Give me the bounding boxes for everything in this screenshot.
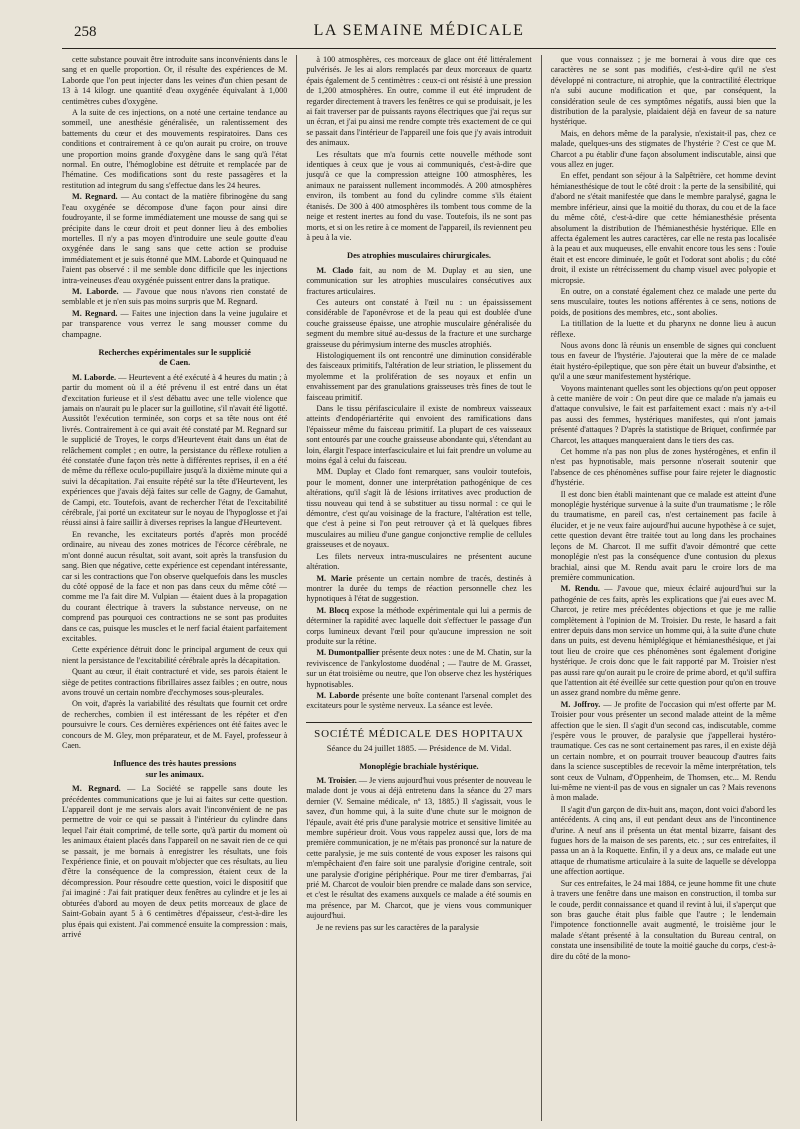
- section-heading: [62, 759, 287, 780]
- column-3: [551, 55, 776, 1121]
- paragraph: En effet, pendant son séjour à la Salpêtrière, cet homme devint hémianesthésique de tout le côté droit : la perte de la sensibilité, qui d'abord ne s'était manifestée que dans le membre paralysé, gagna le membre inférieur, ainsi que la moitié du thorax, du cou et de la face du même côté, c'est-à-dire que cette hémianesthésie présenta absolument la distribution de l'hémianesthésie hystérique. Elle en affecta également les autres caractères, car elle ne resta pas localisée à la peau et aux muqueuses, elle envahit encore tous les sens : l'ouïe était et est encore diminuée, le goût et l'odorat sont abolis ; du côté droit, il existe un rétrécissement du champ visuel avec polyopie et micropsie.: [550, 171, 776, 285]
- speaker-name: M. Blocq: [316, 605, 350, 615]
- paragraph: Je ne reviens pas sur les caractères de la paralysie: [316, 922, 479, 932]
- paragraph: Quant au cœur, il était contracturé et vide, ses parois étaient le siège de petites contractions fibrillaires assez faibles ; en outre, nous avons trouvé un certain nombre d'ecchymoses sous-pleurales.: [62, 667, 288, 697]
- speech-text: expose la méthode expérimentale qui lui a permis de déterminer la rapidité avec laquelle doit s'effectuer le passage d'un corps lumineux devant l'œil pour qu'aucune impression ne soit produite sur la rétine.: [306, 605, 532, 646]
- paragraph: Voyons maintenant quelles sont les objections qu'on peut opposer à cette manière de voir : On peut dire que ce malade n'a jamais eu d'attaque convulsive, le fait est parfaitement exact : mais n'y a-t-il pas aussi des femmes, hystériques manifestes, qui n'ont jamais présenté d'attaques ? D'après la statistique de Briquet, confirmée par Charcot, les attaques manqueraient dans le tiers des cas.: [550, 383, 776, 445]
- section-heading: Des atrophies musculaires chirurgicales.: [347, 251, 491, 261]
- column-divider: [296, 55, 297, 1121]
- paragraph: [306, 691, 531, 712]
- speaker-name: M. Dumontpallier: [316, 648, 380, 658]
- session-line: Séance du 24 juillet 1885. — Présidence de M. Vidal.: [326, 743, 512, 754]
- paragraph: Dans le tissu périfasciculaire il existe de nombreux vaisseaux atteints d'endopériartérite qui envoient des ramifications dans l'épaisseur même du faisceau primitif. La plupart de ces vaisseaux sont entourés par une couche graisseuse abondante qui, s'étendant au loin, élargit l'espace interfasciculaire et lui fait prendre un volume au moins égal à celui du faisceau.: [306, 404, 532, 466]
- speaker-name: M. Regnard.: [72, 308, 118, 318]
- paragraph: Il s'agit d'un garçon de dix-huit ans, maçon, dont voici d'abord les antécédents. A cinq ans, il eut pendant deux ans de l'incontinence d'urine. A neuf ans il présenta un état mental bizarre, faisant des fugues hors de la maison de ses parents, etc. ; sur ces entrefaites, il passa un an à la Roquette. Enfin, il y a deux ans, ce malade eut une attaque de rhumatisme articulaire à la suite de laquelle se développa une affection aortique.: [550, 804, 776, 877]
- section-heading-line: sur les animaux.: [145, 769, 204, 779]
- paragraph: [306, 574, 531, 605]
- paragraph: [306, 266, 531, 297]
- speech-text: — J'avoue que, mieux éclairé aujourd'hui sur la pathogénie de ces faits, après les explications que j'ai eues avec M. Charcot, je retire mes précédentes objections et que je me rallie complètement à l'opinion de M. Troisier. Du reste, le hasard a fait entrer depuis dans mon service un homme qui, à la suite d'une chute dans un puits, est devenu hémiplégique et hémianesthésique, et j'ai tout lieu de croire que ces phénomènes sont également d'origine hystérique. Je crois donc que le fait rapporté par M. Troisier n'est pas aussi rare qu'on aurait pu le croire de prime abord, et qu'il suffira que l'attention ait été éveillée sur cette question pour qu'on en trouve un assez grand nombre du même genre.: [550, 584, 776, 698]
- speaker-name: M. Rendu.: [560, 584, 600, 594]
- speech-text: présente un certain nombre de tracés, destinés à montrer la durée du temps de réaction personnelle chez les hypnotiques à l'état de suggestion.: [306, 573, 532, 604]
- speaker-name: M. Clado: [316, 265, 354, 275]
- column-1: [62, 55, 287, 1121]
- speaker-name: M. Troisier.: [316, 776, 357, 785]
- section-heading: [62, 348, 287, 369]
- speaker-name: M. Regnard.: [72, 192, 118, 202]
- speech-text: — Je viens aujourd'hui vous présenter de nouveau le malade dont je vous ai déjà entretenu dans la séance du 27 mars dernier (V. Semaine médicale, nº 13, 1885.) Il s'agissait, vous le savez, d'un homme qui, à la suite d'une chute sur le moignon de l'épaule, avait été pris d'une paralysie motrice et sensitive limitée au membre supérieur droit. Vous vous rappelez aussi que, lors de ma première communication, je ne m'étais pas prononcé sur la nature de cette paralysie, je me suis contenté de vous exposer les raisons qui m'empêchaient d'en faire soit une paralysie d'origine centrale, soit une paralysie d'origine périphérique. Pour me tirer d'embarras, j'ai prié M. Charcot de vouloir bien prendre ce malade dans son service, et c'est le résultat des examens auxquels ce malade a été soumis en ma présence, par M. Charcot, que je viens vous communiquer aujourd'hui.: [306, 776, 532, 921]
- paragraph: Les résultats que m'a fournis cette nouvelle méthode sont identiques à ceux que je vous ai communiqués, c'est-à-dire que jusqu'à ce que la compression atteigne 100 atmosphères, les animaux ne paraissent nullement incommodés. A 200 atmosphères environ, ils tombent au fond du cylindre comme s'ils étaient étanisés. De 300 à 400 atmosphères ils tombent tous comme de la neige et restent inertes au fond du vase. Toutefois, ils ne sont pas morts, et si on les retire à ce moment de l'appareil, ils reviennent peu à peu à la vie.: [306, 149, 532, 242]
- page-number: 258: [74, 24, 97, 40]
- text-columns: [62, 55, 776, 1121]
- speech-text: — La Société se rappelle sans doute les précédentes communications que je lui ai faites sur cette question. L'appareil dont je me servais alors avait l'inconvénient de ne pas permettre de voir ce qui se passait à l'intérieur du cylindre dans lequel l'air était comprimé, de telle sorte, qu'à partir du moment où les animaux étaient placés dans l'appareil on ne savait rien de ce qui se passait, je me bornais à enregistrer les résultats, une fois l'expérience finie, et on pouvait m'objecter que ces résultats, au lieu d'être la conséquence de la compression, étaient ceux de la décompression. Pour résoudre cette question, voici le dispositif que j'ai imaginé : J'ai fait pratiquer deux fenêtres au cylindre et je les ai obturées d'abord au moyen de deux petits morceaux de glace de Saint-Gobain ayant 5 à 6 centimètres d'épaisseur, c'est-à-dire les plus épais qui existent. J'ai commencé ensuite la compression : mais, arrivé: [62, 784, 288, 939]
- paragraph: Il est donc bien établi maintenant que ce malade est atteint d'une monoplégie hystérique survenue à la suite d'un traumatisme ; le rôle du traumatisme, en pareil cas, n'est certainement pas facile à élucider, et je ne veux faire aujourd'hui aucune hypothèse à ce sujet, cette question devant être traitée tout au long dans les prochaines leçons de M. Charcot. Il me suffit d'avoir démontré que cette monoplégie n'est pas la conséquence d'une contusion du plexus brachial, ainsi que M. Rendu avait paru le croire lors de ma première communication.: [550, 489, 776, 582]
- paragraph: [62, 309, 287, 340]
- paragraph: On voit, d'après la variabilité des résultats que fournit cet ordre de recherches, combien il est intéressant de les répéter et d'en poursuivre le cours. Ces dernières expériences ont été faites avec le concours de M. Gley, mon préparateur, et de M. Fayel, professeur à Caen.: [62, 699, 288, 750]
- society-heading: SOCIÉTÉ MÉDICALE DES HOPITAUX: [306, 722, 531, 739]
- paragraph: [62, 784, 287, 940]
- column-divider: [541, 55, 542, 1121]
- paragraph: MM. Duplay et Clado font remarquer, sans vouloir toutefois, pour le moment, donner une interprétation pathogénique de ces altérations, qu'il s'agit là de lésions irritatives avec production de tissu nouveau qui tend à se substituer au tissu normal : ce qui le démontre, c'est qu'au voisinage de la fracture, l'altération est telle, que c'est à peine si l'on peut retrouver çà et là quelques fibres musculaires au milieu d'une gangue conjonctive remplie de cellules graisseuses et de noyaux.: [306, 467, 532, 550]
- section-heading-line: Influence des très hautes pressions: [113, 759, 237, 769]
- section-heading-line: de Caen.: [159, 358, 191, 368]
- page-header: [62, 18, 776, 49]
- speaker-name: M. Joffroy.: [560, 699, 601, 709]
- paragraph: Les filets nerveux intra-musculaires ne présentent aucune altération.: [306, 551, 532, 572]
- paragraph: que vous connaissez ; je me bornerai à vous dire que ces caractères ne se sont pas modifiés, c'est-à-dire qu'il ne s'est développé ni contracture, ni atrophie, que la contractilité électrique n'a subi aucune modification et que, par conséquent, la considération seule de ces symptômes négatifs, aussi bien que la distribution de la paralysie, plaidaient déjà en faveur de sa nature hystérique.: [550, 55, 776, 127]
- paragraph: Histologiquement ils ont rencontré une diminution considérable des faisceaux primitifs, l'altération de leur striation, le plissement du myolemme et la prolifération de ses noyaux et enfin un envahissement par des granulations graisseuses très fines de tout le faisceau primitif.: [306, 350, 532, 402]
- speech-text: — J'avoue que nous n'avons rien constaté de semblable et je n'en suis pas moins surpris que M. Regnard.: [62, 286, 288, 307]
- paragraph: [306, 606, 531, 648]
- speech-text: présente deux notes : une de M. Chatin, sur la reviviscence de l'ankylostome duodénal ; — l'autre de M. Grasset, sur un état troisième ou neutre, que l'on observe chez les hystériques hypnotisables.: [306, 648, 532, 689]
- paragraph: La titillation de la luette et du pharynx ne donne lieu à aucun réflexe.: [550, 319, 776, 339]
- paragraph: En outre, on a constaté également chez ce malade une perte du sens musculaire, toutes les notions afférentes à ce sens, notions de poids, de positions des membres, etc., sont abolies.: [550, 286, 776, 317]
- paragraph: Sur ces entrefaites, le 24 mai 1884, ce jeune homme fit une chute à travers une fenêtre dans une maison en construction, il tomba sur le coude, perdit connaissance et quand il revint à lui, il s'aperçut que son bras gauche était plus faible que l'autre ; le lendemain l'impotence fonctionnelle avait augmenté, le troisième jour le malade s'étant présenté à la consultation du Bureau central, on constata une insensibilité de toute la moitié gauche du corps, c'est-à-dire du côté de la mono-: [550, 878, 776, 961]
- paragraph: [306, 648, 531, 690]
- speech-text: fait, au nom de M. Duplay et au sien, une communication sur les atrophies musculaires consécutives aux fractures articulaires.: [306, 265, 532, 296]
- paragraph: [62, 192, 287, 286]
- section-heading: Monoplégie brachiale hystérique.: [359, 761, 479, 771]
- speaker-name: M. Laborde: [316, 690, 360, 700]
- paragraph: Ces auteurs ont constaté à l'œil nu : un épaississement considérable de l'aponévrose et de la peau qui est doublée d'une couche graisseuse épaisse, une atrophie musculaire généralisée du segment du membre situé au-dessus de la fracture et une surcharge graisseuse du périmysium interne des muscles atrophiés.: [306, 297, 532, 349]
- paragraph: cette substance pouvait être introduite sans inconvénients dans le sang et en quelle proportion. Or, il résulte des expériences de M. Laborde que l'on peut injecter dans les veines d'un chien pesant de 13 à 14 kilogr. une quantité d'eau oxygénée équivalant à 1,000 centimètres cubes d'oxygène.: [62, 55, 288, 106]
- paragraph: Nous avons donc là réunis un ensemble de signes qui concluent tous en faveur de l'hystérie. J'ajouterai que la mère de ce malade était hystéro-épileptique, que son père était un buveur d'absinthe, et qu'il a une sœur manifestement hystérique.: [550, 340, 776, 382]
- paragraph: à 100 atmosphères, ces morceaux de glace ont été littéralement pulvérisés. Je les ai alors remplacés par deux morceaux de quartz épais également de 5 centimètres : ceux-ci ont résisté à une pression de 1,200 atmosphères. En outre, comme il eut été imprudent de regarder directement à travers les fenêtres ce qui se produisait, je les ai fait traverser par de puissants rayons électriques que j'ai reçus sur un écran, et j'ai pu ainsi me rendre compte très exactement de ce qui se passait dans l'intérieur de l'appareil une fois que j'y avais introduit des animaux.: [306, 55, 532, 148]
- paragraph: En revanche, les excitateurs portés d'après mon procédé ordinaire, au niveau des zones motrices de l'écorce cérébrale, ne m'ont donné aucun résultat, soit avant, soit après la transfusion du sang. Bien que négative, cette expérience est cependant intéressante, car si les contractions que l'on observe quelquefois dans les muscles du côté opposé de la face et non pas dans ceux du même côté — comme me l'a fait dire M. Vulpian — étaient dues à la propagation du courant électrique à travers la substance nerveuse, on ne comprend pas pourquoi ces contractions ne se sont pas produites dans ce cas, puisque les muscles et le nerf facial étaient parfaitement excitables.: [62, 529, 288, 643]
- speaker-name: M. Marie: [316, 573, 353, 583]
- speaker-name: M. Laborde.: [72, 286, 119, 296]
- paragraph: Cet homme n'a pas non plus de zones hystérogènes, et enfin il n'est pas hypnotisable, mais personne n'oserait soutenir que l'absence de ces phénomènes suffise pour faire rejeter le diagnostic d'hystérie.: [550, 447, 776, 488]
- paragraph: [62, 287, 287, 308]
- paragraph: [551, 584, 776, 698]
- section-heading-line: Recherches expérimentales sur le supplicié: [98, 347, 251, 357]
- column-2: [306, 55, 531, 1121]
- speech-text: — Heurtevent a été exécuté à 4 heures du matin ; à partir du moment où il a été prévenu il est entré dans un état d'excitation furieuse et il s'est débattu avec une telle violence que jamais on n'aurait pu le placer sur la guillotine, s'il n'avait été ligotté. Aussitôt l'exécution terminée, son corps et sa tête nous ont été livrés. Contrairement à ce qui avait été constaté par M. Regnard sur le supplicié de Troyes, le corps d'Heurtevent était dans un état de relâchement complet ; en outre, la persistance du réflexe rotulien a été constatée d'une façon très nette à différentes reprises, il en a été de même du réflexe oculo-pupillaire jusqu'à la dixième minute qui a suivi la décapitation. J'ai ensuite répété sur la tête d'Heurtevent, les expériences que j'avais déjà faites sur celle de Gagny, de Gamahut, de Campi, etc. Toutefois, avant de rechercher l'état de l'excitabilité cérébrale, j'ai porté un excitateur sur le noyau de l'hypoglosse et j'ai réussi ainsi à faire saillir à diverses reprises la langue d'Heurtevent.: [62, 372, 288, 528]
- paragraph: [62, 373, 287, 529]
- paragraph: A la suite de ces injections, on a noté une certaine tendance au sommeil, une anesthésie généralisée, un ralentissement des battements du cœur et des mouvements respiratoires. Dans ces conditions et contrairement à ce qu'on aurait pu croire, on trouve une proportion moins grande d'oxygène dans le sang qu'à l'état normal. En outre, l'hémoglobine est détruite et remplacée par de l'hématine. Ces modifications sont du reste passagères et la restitution ad integrum du sang s'effectue dans les 24 heures.: [62, 108, 288, 190]
- speech-text: — Je profite de l'occasion qui m'est offerte par M. Troisier pour vous présenter un second malade atteint de la même affection que le sien. Il s'agit d'un second cas, indiscutable, comme j'espère vous le prouver, de paralysie que j'appellerai hystéro-traumatique. Ces cas ne sont certainement pas rares, il en existe déjà un certain nombre, et on pourrait trouver beaucoup d'autres faits dans la science susceptibles de recevoir la même interprétation, tels sont ceux de Vulnam, d'Oppenheim, de Thomsen, etc... M. Rendu lui-même ne vient-il pas de vous en signaler un cas ? Mais revenons à mon malade.: [550, 699, 776, 803]
- paragraph: [306, 776, 531, 922]
- speech-text: — Au contact de la matière fibrinogène du sang l'eau oxygénée se décompose d'une façon pour ainsi dire foudroyante, il se forme immédiatement une mousse de sang qui se précipite dans le cœur droit et peut donner lieu à des embolies mortelles. Il n'y a pas moyen d'introduire une seule goutte d'eau oxygénée dans le sang sans que cette action se produise immédiatement et je suis étonné que MM. Laborde et Quinquaud ne l'aient pas observé : il me semble donc difficile que les injections intra-veineuses d'eau oxygénée puissent entrer dans la pratique.: [62, 192, 288, 285]
- speaker-name: M. Laborde.: [72, 372, 117, 382]
- paragraph: Mais, en dehors même de la paralysie, n'existait-il pas, chez ce malade, quelques-uns des stigmates de l'hystérie ? C'est ce que M. Charcot a pu établir d'une façon absolument indiscutable, ainsi que vous allez en juger.: [550, 128, 776, 170]
- paragraph: [551, 700, 776, 804]
- speech-text: présente une boîte contenant l'arsenal complet des excitateurs pour le système nerveux. La séance est levée.: [306, 690, 532, 711]
- speaker-name: M. Regnard.: [72, 784, 121, 794]
- speech-text: — Faites une injection dans la veine jugulaire et par transparence vous verrez le sang mousser comme du champagne.: [62, 308, 288, 339]
- paragraph: Cette expérience détruit donc le principal argument de ceux qui nient la persistance de l'excitabilité cérébrale après la décapitation.: [62, 645, 288, 665]
- journal-title: LA SEMAINE MÉDICALE: [313, 22, 525, 39]
